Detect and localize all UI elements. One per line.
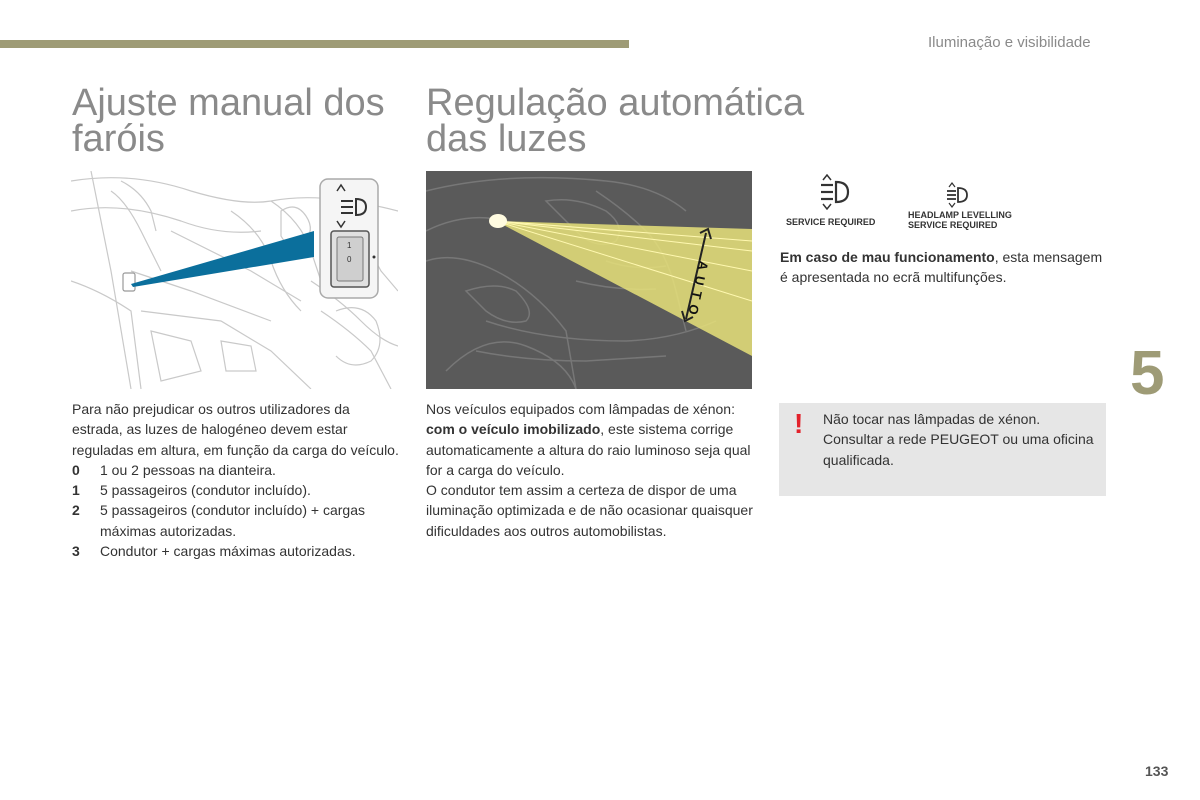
service-required-label: SERVICE REQUIRED	[786, 217, 876, 227]
section-title: Iluminação e visibilidade	[928, 34, 1091, 51]
car-headlight-illustration	[426, 171, 752, 389]
list-item: 1 5 passageiros (condutor incluído).	[72, 482, 311, 499]
heading-manual-adjustment: Ajuste manual dos faróis	[72, 82, 385, 160]
list-item: 3 Condutor + cargas máximas autorizadas.	[72, 543, 356, 560]
headlamp-levelling-service-label: HEADLAMP LEVELLING SERVICE REQUIRED	[908, 210, 1012, 230]
page-number: 133	[1145, 763, 1169, 779]
chapter-number: 5	[1130, 339, 1165, 408]
xenon-paragraph: Nos veículos equipados com lâmpadas de xénon: com o veículo imobilizado, este sistema corrige automaticamente a altura do raio luminoso seja qual for a carga do veículo.	[426, 401, 751, 478]
load-positions-list	[72, 460, 402, 561]
caution-text: Não tocar nas lâmpadas de xénon. Consultar a rede PEUGEOT ou uma oficina qualificada.	[823, 411, 1094, 468]
auto-label: AUTO	[684, 259, 712, 322]
manual-adjustment-text	[72, 399, 402, 561]
automatic-regulation-text	[426, 399, 756, 541]
heading-automatic-regulation: Regulação automática das luzes	[426, 82, 805, 160]
headlamp-service-icon	[816, 174, 852, 210]
headlamp-levelling-service-icon	[944, 182, 970, 208]
list-item: 0 1 ou 2 pessoas na dianteira.	[72, 461, 276, 478]
driver-paragraph: O condutor tem assim a certeza de dispor de uma iluminação optimizada e de não ocasionar quaisquer dificuldades aos outros automobilistas.	[426, 482, 753, 539]
intro-paragraph: Para não prejudicar os outros utilizadores da estrada, as luzes de halogéneo devem estar reguladas em altura, em função da carga do veículo.	[72, 401, 399, 458]
warning-messages	[780, 172, 1110, 236]
switch-position-0: 0	[347, 255, 352, 264]
switch-position-1: 1	[347, 241, 352, 250]
exclamation-icon: !	[794, 408, 804, 439]
dashboard-illustration	[71, 171, 398, 389]
malfunction-paragraph: Em caso de mau funcionamento, esta mensagem é apresentada no ecrã multifunções.	[780, 249, 1103, 286]
list-item: 2 5 passageiros (condutor incluído) + cargas máximas autorizadas.	[72, 502, 365, 539]
header-rule	[0, 40, 629, 48]
caution-note	[779, 403, 1106, 496]
